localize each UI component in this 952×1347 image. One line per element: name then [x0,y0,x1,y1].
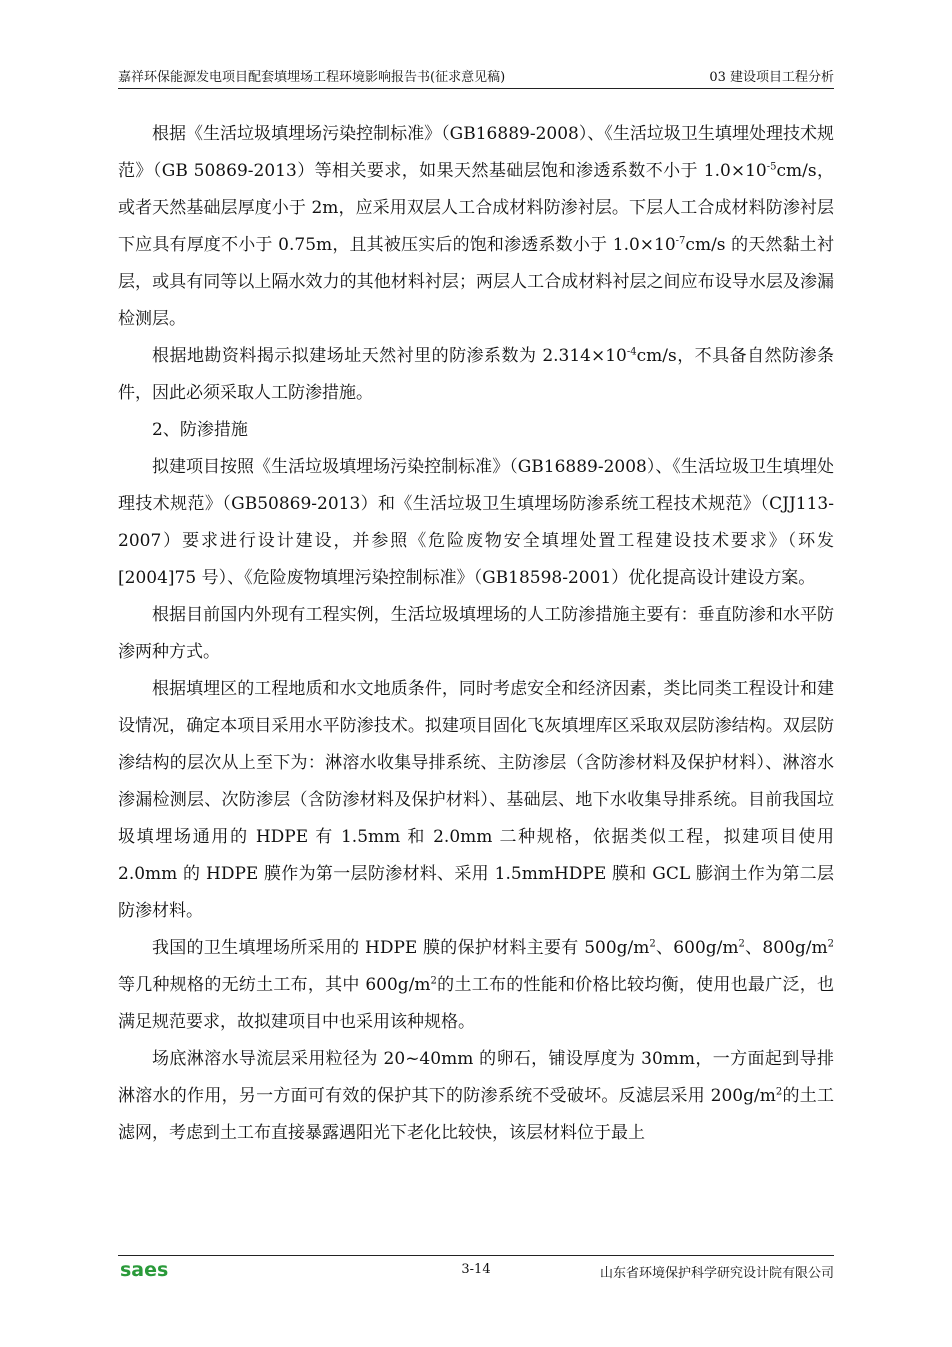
text-run: 场底淋溶水导流层采用粒径为 20~40mm 的卵石，铺设厚度为 30mm，一方面起到导排淋溶水的作用，另一方面可有效的保护其下的防渗系统不受破坏。反滤层采用 200g/m [118,1049,834,1106]
superscript: 2 [775,1086,783,1098]
text-run: 根据《生活垃圾填埋场污染控制标准》（GB16889-2008）、《生活垃圾卫生填埋处理技术规范》（GB 50869-2013）等相关要求，如果天然基础层饱和渗透系数不小于 1.0×10 [118,124,834,181]
logo-text: saes [120,1259,169,1280]
superscript: 2 [738,938,745,950]
text-run: 、800g/m [744,938,828,958]
text-run: 等几种规格的无纺土工布，其中 600g/m [118,975,431,995]
paragraph-standard-requirements [118,116,834,338]
superscript: -4 [626,346,637,358]
superscript: 2 [827,938,834,950]
superscript: 2 [649,938,656,950]
text-run: 我国的卫生填埋场所采用的 HDPE 膜的保护材料主要有 500g/m [152,938,650,958]
header-chapter-title: 03 建设项目工程分析 [709,70,834,85]
text-run: cm/s 的天然黏土衬层，或具有同等以上隔水效力的其他材料衬层；两层人工合成材料衬层之间应布设导水层及渗漏检测层。 [118,235,834,329]
paragraph-design-basis: 拟建项目按照《生活垃圾填埋场污染控制标准》（GB16889-2008）、《生活垃圾卫生填埋处理技术规范》（GB50869-2013）和《生活垃圾卫生填埋场防渗系统工程技术规范》（CJJ113-2007）要求进行设计建设，并参照《危险废物安全填埋处置工程建设技术要求》（环发[2004]75 号）、《危险废物填埋污染控制标准》（GB18598-2001）优化提高设计建设方案。 [118,457,834,588]
paragraph-seepage-methods: 根据目前国内外现有工程实例，生活垃圾填埋场的人工防渗措施主要有：垂直防渗和水平防渗两种方式。 [118,605,834,662]
body-text [118,116,834,1152]
superscript: 2 [430,975,437,987]
superscript: -7 [675,235,686,247]
superscript: -5 [766,161,777,173]
page-number: 3-14 [461,1262,491,1277]
footer-company-name: 山东省环境保护科学研究设计院有限公司 [599,1266,834,1281]
text-run: cm/s，或者天然基础层厚度小于 2m，应采用双层人工合成材料防渗衬层。下层人工合成材料防渗衬层下应具有厚度不小于 0.75m，且其被压实后的饱和渗透系数小于 1.0×10 [118,161,834,255]
text-run: 根据地勘资料揭示拟建场址天然衬里的防渗系数为 2.314×10 [152,346,627,366]
page-footer [118,1255,834,1286]
text-run: cm/s，不具备自然防渗条件，因此必须采取人工防渗措施。 [118,346,834,403]
text-run: 的土工滤网，考虑到土工布直接暴露遇阳光下老化比较快，该层材料位于最上 [118,1086,834,1143]
header-report-title: 嘉祥环保能源发电项目配套填埋场工程环境影响报告书(征求意见稿) [118,70,506,85]
paragraph-double-layer-structure: 根据填埋区的工程地质和水文地质条件，同时考虑安全和经济因素，类比同类工程设计和建设情况，确定本项目采用水平防渗技术。拟建项目固化飞灰填埋库区采取双层防渗结构。双层防渗结构的层次从上至下为：淋溶水收集导排系统、主防渗层（含防渗材料及保护材料）、淋溶水渗漏检测层、次防渗层（含防渗材料及保护材料）、基础层、地下水收集导排系统。目前我国垃圾填埋场通用的 HDPE 有 1.5mm 和 2.0mm 二种规格，依据类似工程，拟建项目使用 2.0mm 的 HDPE 膜作为第一层防渗材料、采用 1.5mmHDPE 膜和 GCL 膨润土作为第二层防渗材料。 [118,679,834,921]
paragraph-geotextile-spec [118,930,834,1041]
page-header [118,62,834,89]
text-run: 的土工布的性能和价格比较均衡，使用也最广泛，也满足规范要求，故拟建项目中也采用该种规格。 [118,975,834,1032]
paragraph-site-permeability [118,338,834,412]
paragraph-drainage-layer [118,1041,834,1152]
text-run: 、600g/m [655,938,739,958]
section-heading-anti-seepage: 2、防渗措施 [152,420,248,440]
